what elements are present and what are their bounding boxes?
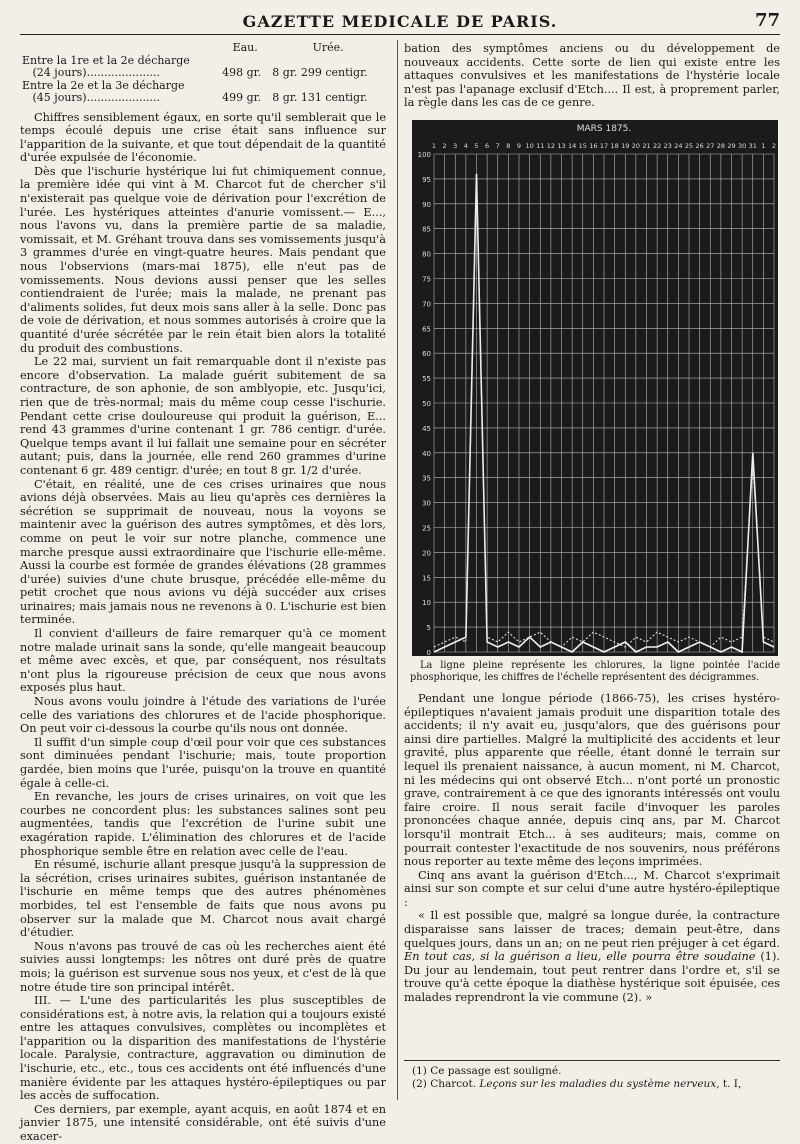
y-tick-label: 75 (422, 275, 431, 284)
row-label: Entre la 1re et la 2e décharge (22, 53, 190, 67)
row-eau: 498 gr. (222, 66, 262, 79)
left-body-text (20, 111, 386, 1144)
x-tick-label: 21 (642, 141, 651, 150)
uree-table (20, 42, 386, 105)
chlorures-chart (412, 120, 778, 656)
y-tick-label: 50 (422, 399, 431, 408)
quote-emphasis: En tout cas, si la guérison a lieu, elle pourra être soudaine (404, 950, 756, 964)
x-tick-label: 1 (431, 141, 437, 150)
x-tick-label: 23 (663, 141, 672, 150)
x-tick-label: 11 (536, 141, 545, 150)
footnote-1: (1) Ce passage est souligné. (412, 1065, 562, 1077)
y-tick-label: 70 (422, 300, 431, 309)
x-tick-label: 16 (589, 141, 598, 150)
row-duration: (45 jours) (32, 91, 87, 104)
y-tick-label: 10 (422, 599, 431, 608)
paragraph: III. — L'une des particularités les plus susceptibles de considérations est, à notre avis, la relation qui a toujours existé entre les attaques convulsives, complètes ou incomplètes et l'apparition ou la disparition des manifestations de l'hystérie locale. Paralysie, contracture, aggravation ou diminution de l'ischurie, etc., etc., tous ces accidents ont été influencés d'une manière évidente par les attaques hystéro-épileptiques ou par les accès de suffocation. (20, 994, 386, 1103)
x-tick-label: 25 (684, 141, 694, 150)
x-tick-label: 22 (652, 141, 662, 150)
x-tick-label: 13 (557, 141, 566, 150)
x-tick-label: 19 (621, 141, 630, 150)
x-tick-label: 18 (610, 141, 619, 150)
footnote-text: , t. I, (716, 1078, 742, 1090)
paragraph: bation des symptômes anciens ou du développement de nouveaux accidents. Cette sorte de lien qui existe entre les attaques convulsives et les manifestations de l'hystérie locale n'est pas l'apanage exclusif d'Etch.... Il est, à proprement parler, la règle dans les cas de ce genre. (404, 42, 780, 110)
paragraph: C'était, en réalité, une de ces crises urinaires que nous avions déjà observées. Mais au lieu qu'après ces dernières la sécrétion se supprimait de nouveau, nous la voyons se maintenir avec la guérison des autres symptômes, et dès lors, comme on peut le voir sur notre planche, commence une marche presque aussi extraordinaire que l'ischurie elle-même. Aussi la courbe est formée de grandes élévations (28 grammes d'urée) suivies d'une chute brusque, précédée elle-même du petit crochet que nous avions vu déjà succéder aux crises urinaires; mais jamais nous ne revenons à 0. L'ischurie est bien terminée. (20, 477, 386, 627)
quotation (404, 909, 780, 1004)
y-tick-label: 35 (422, 474, 431, 483)
x-tick-label: 31 (748, 141, 757, 150)
x-tick-label: 2 (771, 141, 777, 150)
x-tick-label: 20 (631, 141, 641, 150)
paragraph: Ces derniers, par exemple, ayant acquis, en août 1874 et en janvier 1875, une intensité considérable, ont été suivis d'une exacer- (20, 1102, 386, 1144)
x-tick-label: 6 (485, 141, 490, 150)
journal-title: GAZETTE MEDICALE DE PARIS. (242, 12, 558, 31)
x-tick-label: 30 (737, 141, 747, 150)
y-tick-label: 25 (422, 524, 431, 533)
x-tick-label: 5 (474, 141, 479, 150)
paragraph: Le 22 mai, survient un fait remarquable dont il n'existe pas encore d'observation. La malade guérit subitement de sa contracture, de son aphonie, de son amblyopie, etc. Jusqu'ici, rien que de très-normal; mais du même coup cesse l'ischurie. Pendant cette crise douloureuse qui produit la guérison, E... rend 43 grammes d'urine contenant 1 gr. 786 centigr. d'urée. Quelque temps avant il lui fallait une semaine pour en sécréter autant; puis, dans la journée, elle rend 260 grammes d'urine contenant 6 gr. 489 centigr. d'urée; en tout 8 gr. 1/2 d'urée. (20, 355, 386, 477)
quote-text: (1). Du jour au lendemain, tout peut rentrer dans l'ordre et, s'il se trouve qu'à cette époque la diathèse hystérique soit épuisée, ces malades reprendront la vie commune (2). » (404, 950, 780, 1005)
x-tick-label: 4 (463, 141, 468, 150)
x-tick-label: 15 (578, 141, 587, 150)
row-eau: 499 gr. (222, 91, 262, 104)
x-tick-label: 3 (453, 141, 458, 150)
y-tick-label: 5 (426, 624, 431, 633)
row-uree: 8 gr. 131 centigr. (272, 91, 368, 104)
y-tick-label: 85 (422, 225, 431, 234)
y-tick-label: 0 (426, 648, 431, 657)
row-uree: 8 gr. 299 centigr. (272, 66, 368, 79)
x-tick-label: 2 (442, 141, 447, 150)
x-tick-label: 29 (727, 141, 736, 150)
paragraph: Pendant une longue période (1866-75), les crises hystéro-épileptiques n'avaient jamais produit une disparition totale des accidents; il n'y avait eu, jusqu'alors, que des guérisons pour ainsi dire partielles. Malgré la multiplicité des accidents et leur gravité, plus apparente que réelle, étant donné le terrain sur lequel ils prenaient naissance, à aucun moment, ni M. Charcot, ni les médecins qui ont observé Etch... n'ont porté un pronostic grave, contrairement à ce que des ignorants intéressés ont voulu faire croire. Il nous serait facile d'invoquer les paroles prononcées chaque année, depuis cinq ans, par M. Charcot lorsqu'il montrait Etch... à ses auditeurs; mais, comme on pourrait contester l'exactitude de nos souvenirs, nous préférons nous reporter au texte même des leçons imprimées. (404, 691, 780, 869)
x-tick-label: 26 (695, 141, 704, 150)
y-tick-label: 55 (422, 375, 431, 384)
x-tick-label: 1 (761, 141, 766, 150)
row-duration: (24 jours) (32, 66, 87, 79)
col-header-uree: Urée. (312, 41, 344, 54)
chart-svg (412, 120, 778, 656)
y-tick-label: 60 (422, 350, 431, 359)
paragraph: Nous avons voulu joindre à l'étude des variations de l'urée celle des variations des chlorures et de l'acide phosphorique. On peut voir ci-dessous la courbe qu'ils nous ont donnée. (20, 695, 386, 736)
y-tick-label: 30 (422, 499, 431, 508)
quote-text: « Il est possible que, malgré sa longue durée, la contracture disparaisse sans laisser de traces; demain peut-être, dans quelques jours, dans un an; on ne peut rien préjuger à cet égard. (404, 909, 780, 950)
paragraph: En résumé, ischurie allant presque jusqu'à la suppression de la sécrétion, crises urinaires subites, guérison instantanée de l'ischurie en même temps que des autres phénomènes morbides, tel est l'ensemble de faits que nous avons pu observer sur la malade que M. Charcot nous avait chargé d'étudier. (20, 858, 386, 940)
row-label: Entre la 2e et la 3e décharge (22, 78, 185, 92)
x-tick-label: 8 (506, 141, 511, 150)
y-tick-label: 80 (422, 250, 431, 259)
y-tick-label: 45 (422, 424, 431, 433)
col-header-eau: Eau. (232, 41, 258, 54)
paragraph: Nous n'avons pas trouvé de cas où les recherches aient été suivies aussi longtemps: les nôtres ont duré près de quatre mois; la guérison est survenue sous nos yeux, et c'est de là que notre étude tire son principal intérêt. (20, 939, 386, 994)
paragraph: Cinq ans avant la guérison d'Etch..., M. Charcot s'exprimait ainsi sur son compte et sur celui d'une autre hystéro-épileptique : (404, 868, 780, 909)
x-tick-label: 10 (525, 141, 534, 150)
x-tick-label: 12 (546, 141, 556, 150)
paragraph: Chiffres sensiblement égaux, en sorte qu'il semblerait que le temps écoulé depuis une crise était sans influence sur l'apparition de la suivante, et que tout dépendait de la quantité d'urée expulsée de l'économie. (20, 110, 386, 165)
x-tick-label: 24 (674, 141, 683, 150)
x-tick-label: 28 (716, 141, 726, 150)
footnote-2 (404, 1078, 780, 1091)
x-tick-label: 7 (495, 141, 500, 150)
chart-caption: La ligne pleine représente les chlorures, la ligne pointée l'acide phosphorique, les chiffres de l'échelle représentent des décigrammes. (410, 659, 780, 683)
paragraph: En revanche, les jours de crises urinaires, on voit que les courbes ne concordent plus: les substances salines sont peu augmentées, tandis que l'excrétion de l'urine subit une exagération rapide. L'élimination des chlorures et de l'acide phosphorique semble être en relation avec celle de l'eau. (20, 790, 386, 858)
paragraph: Dès que l'ischurie hystérique lui fut chimiquement connue, la première idée qui vint à M. Charcot fut de chercher s'il n'existerait pas quelque voie de dérivation pour l'excrétion de l'urée. Les hystériques atteintes d'anurie vomissent.— E..., nous l'avons vu, dans la première partie de sa maladie, vomissait, et M. Gréhant trouva dans ses vomissements jusqu'à 3 grammes d'urée en vingt-quatre heures. Mais pendant que nous l'observions (mars-mai 1875), elle n'eut pas de vomissements. Nous devions aussi penser que les selles contiendraient de l'urée; mais la malade, ne prenant pas d'aliments solides, fut deux mois sans aller à la selle. Donc pas de voie de dérivation, et nous sommes autorisés à croire que la quantité d'urée sécrétée par le rein était bien alors la totalité du produit des combustions. (20, 164, 386, 355)
right-column (404, 42, 780, 1106)
right-body-text (404, 692, 780, 910)
page-number: 77 (754, 10, 780, 31)
y-tick-label: 90 (422, 200, 431, 209)
x-tick-label: 17 (599, 141, 609, 150)
y-tick-label: 20 (422, 549, 431, 558)
x-tick-label: 14 (567, 141, 577, 150)
x-tick-label: 9 (516, 141, 522, 150)
left-column (20, 41, 386, 1144)
y-tick-label: 95 (422, 175, 431, 184)
footnote-text: (2) Charcot. (412, 1078, 480, 1090)
y-tick-label: 100 (417, 150, 431, 159)
y-tick-label: 40 (422, 449, 431, 458)
footnote-title: Leçons sur les maladies du système nerveux (479, 1078, 717, 1090)
footnotes (404, 1060, 780, 1091)
paragraph: Il suffit d'un simple coup d'œil pour voir que ces substances sont diminuées pendant l'ischurie; mais, toute proportion gardée, bien moins que l'urée, puisqu'on la trouve en quantité égale à celle-ci. (20, 735, 386, 790)
table-row: Entre la 1re et la 2e décharge (24 jours)..................... 498 gr. 8 gr. 299 centigr. (20, 55, 386, 80)
x-tick-label: 27 (706, 141, 715, 150)
column-divider (397, 40, 398, 1100)
page-header (20, 8, 780, 35)
chart-title: MARS 1875. (576, 123, 632, 134)
table-row: Entre la 2e et la 3e décharge (45 jours)..................... 499 gr. 8 gr. 131 centigr. (20, 80, 386, 105)
y-tick-label: 15 (422, 574, 431, 583)
y-tick-label: 65 (422, 325, 431, 334)
paragraph: Il convient d'ailleurs de faire remarquer qu'à ce moment notre malade urinait sans la sonde, qu'elle mangeait beaucoup et même avec excès, et que, par conséquent, nos résultats n'ont plus la rigoureuse précision de ceux que nous avons exposés plus haut. (20, 627, 386, 695)
